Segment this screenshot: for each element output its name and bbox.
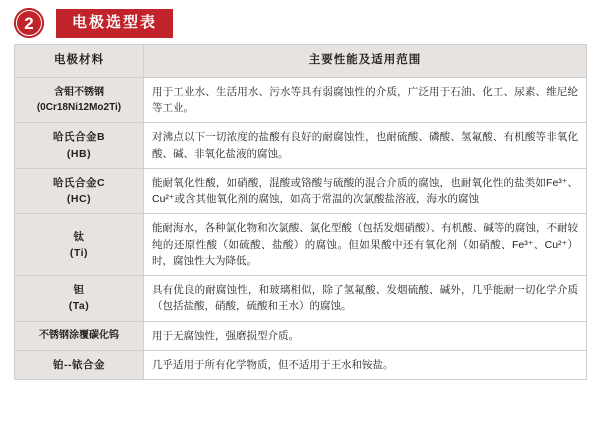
material-name-line2: (Ti) xyxy=(69,246,89,259)
material-name-line2: (0Cr18Ni12Mo2Ti) xyxy=(36,102,122,114)
material-name-line1: 铂--铱合金 xyxy=(53,359,105,371)
material-name-line1: 钛 xyxy=(73,230,85,243)
material-name-line1: 不锈钢涂覆碳化钨 xyxy=(39,330,119,342)
electrode-selection-table xyxy=(14,44,587,380)
cell-description: 用于无腐蚀性，强磨损型介质。 xyxy=(144,321,587,350)
column-header-properties: 主要性能及适用范围 xyxy=(144,45,587,78)
table-body xyxy=(15,77,587,379)
cell-description: 几乎适用于所有化学物质，但不适用于王水和铵盐。 xyxy=(144,351,587,380)
section-number-badge: 2 xyxy=(14,8,44,38)
cell-description: 对沸点以下一切浓度的盐酸有良好的耐腐蚀性，也耐硫酸、磷酸、氢氟酸、有机酸等非氧化酸、碱、非氧化盐液的腐蚀。 xyxy=(144,123,587,169)
cell-description: 具有优良的耐腐蚀性，和玻璃相似，除了氢氟酸、发烟硫酸、碱外，几乎能耐一切化学介质（包括盐酸，硝酸，硫酸和王水）的腐蚀。 xyxy=(144,276,587,322)
cell-material xyxy=(15,351,144,380)
material-name-line2: (Ta) xyxy=(68,300,90,313)
material-name-line2: (HC) xyxy=(66,193,92,206)
material-name-line1: 哈氏合金C xyxy=(52,176,106,189)
table-header-row xyxy=(15,45,587,78)
cell-material xyxy=(15,168,144,214)
cell-description: 用于工业水、生活用水、污水等具有弱腐蚀性的介质，广泛用于石油、化工、尿素、维尼纶等工业。 xyxy=(144,77,587,123)
cell-material xyxy=(15,77,144,123)
cell-material xyxy=(15,321,144,350)
cell-description: 能耐氧化性酸，如硝酸，混酸或铬酸与硫酸的混合介质的腐蚀，也耐氧化性的盐类如Fe³⁺、Cu²⁺或含其他氧化剂的腐蚀，如高于常温的次氯酸盐溶液，海水的腐蚀 xyxy=(144,168,587,214)
table-row xyxy=(15,321,587,350)
material-name-line1: 含钼不锈钢 xyxy=(54,86,104,98)
page-header xyxy=(0,0,600,44)
material-name-line1: 哈氏合金B xyxy=(52,131,106,144)
cell-material xyxy=(15,123,144,169)
cell-description: 能耐海水，各种氯化物和次氯酸、氯化型酸（包括发烟硝酸）、有机酸、碱等的腐蚀，不耐较纯的还原性酸（如硫酸、盐酸）的腐蚀。但如果酸中还有氧化剂（如硝酸、Fe³⁺、Cu²⁺）时，腐蚀性大为降低。 xyxy=(144,214,587,276)
cell-material xyxy=(15,214,144,276)
table-row xyxy=(15,276,587,322)
table-row xyxy=(15,351,587,380)
table-row xyxy=(15,168,587,214)
material-name-line2: (HB) xyxy=(66,147,92,160)
table-row xyxy=(15,123,587,169)
table-row xyxy=(15,214,587,276)
table-row xyxy=(15,77,587,123)
page-title: 电极选型表 xyxy=(56,9,173,38)
material-name-line1: 钽 xyxy=(73,284,85,297)
table-container xyxy=(0,44,600,380)
column-header-material: 电极材料 xyxy=(15,45,144,78)
cell-material xyxy=(15,276,144,322)
